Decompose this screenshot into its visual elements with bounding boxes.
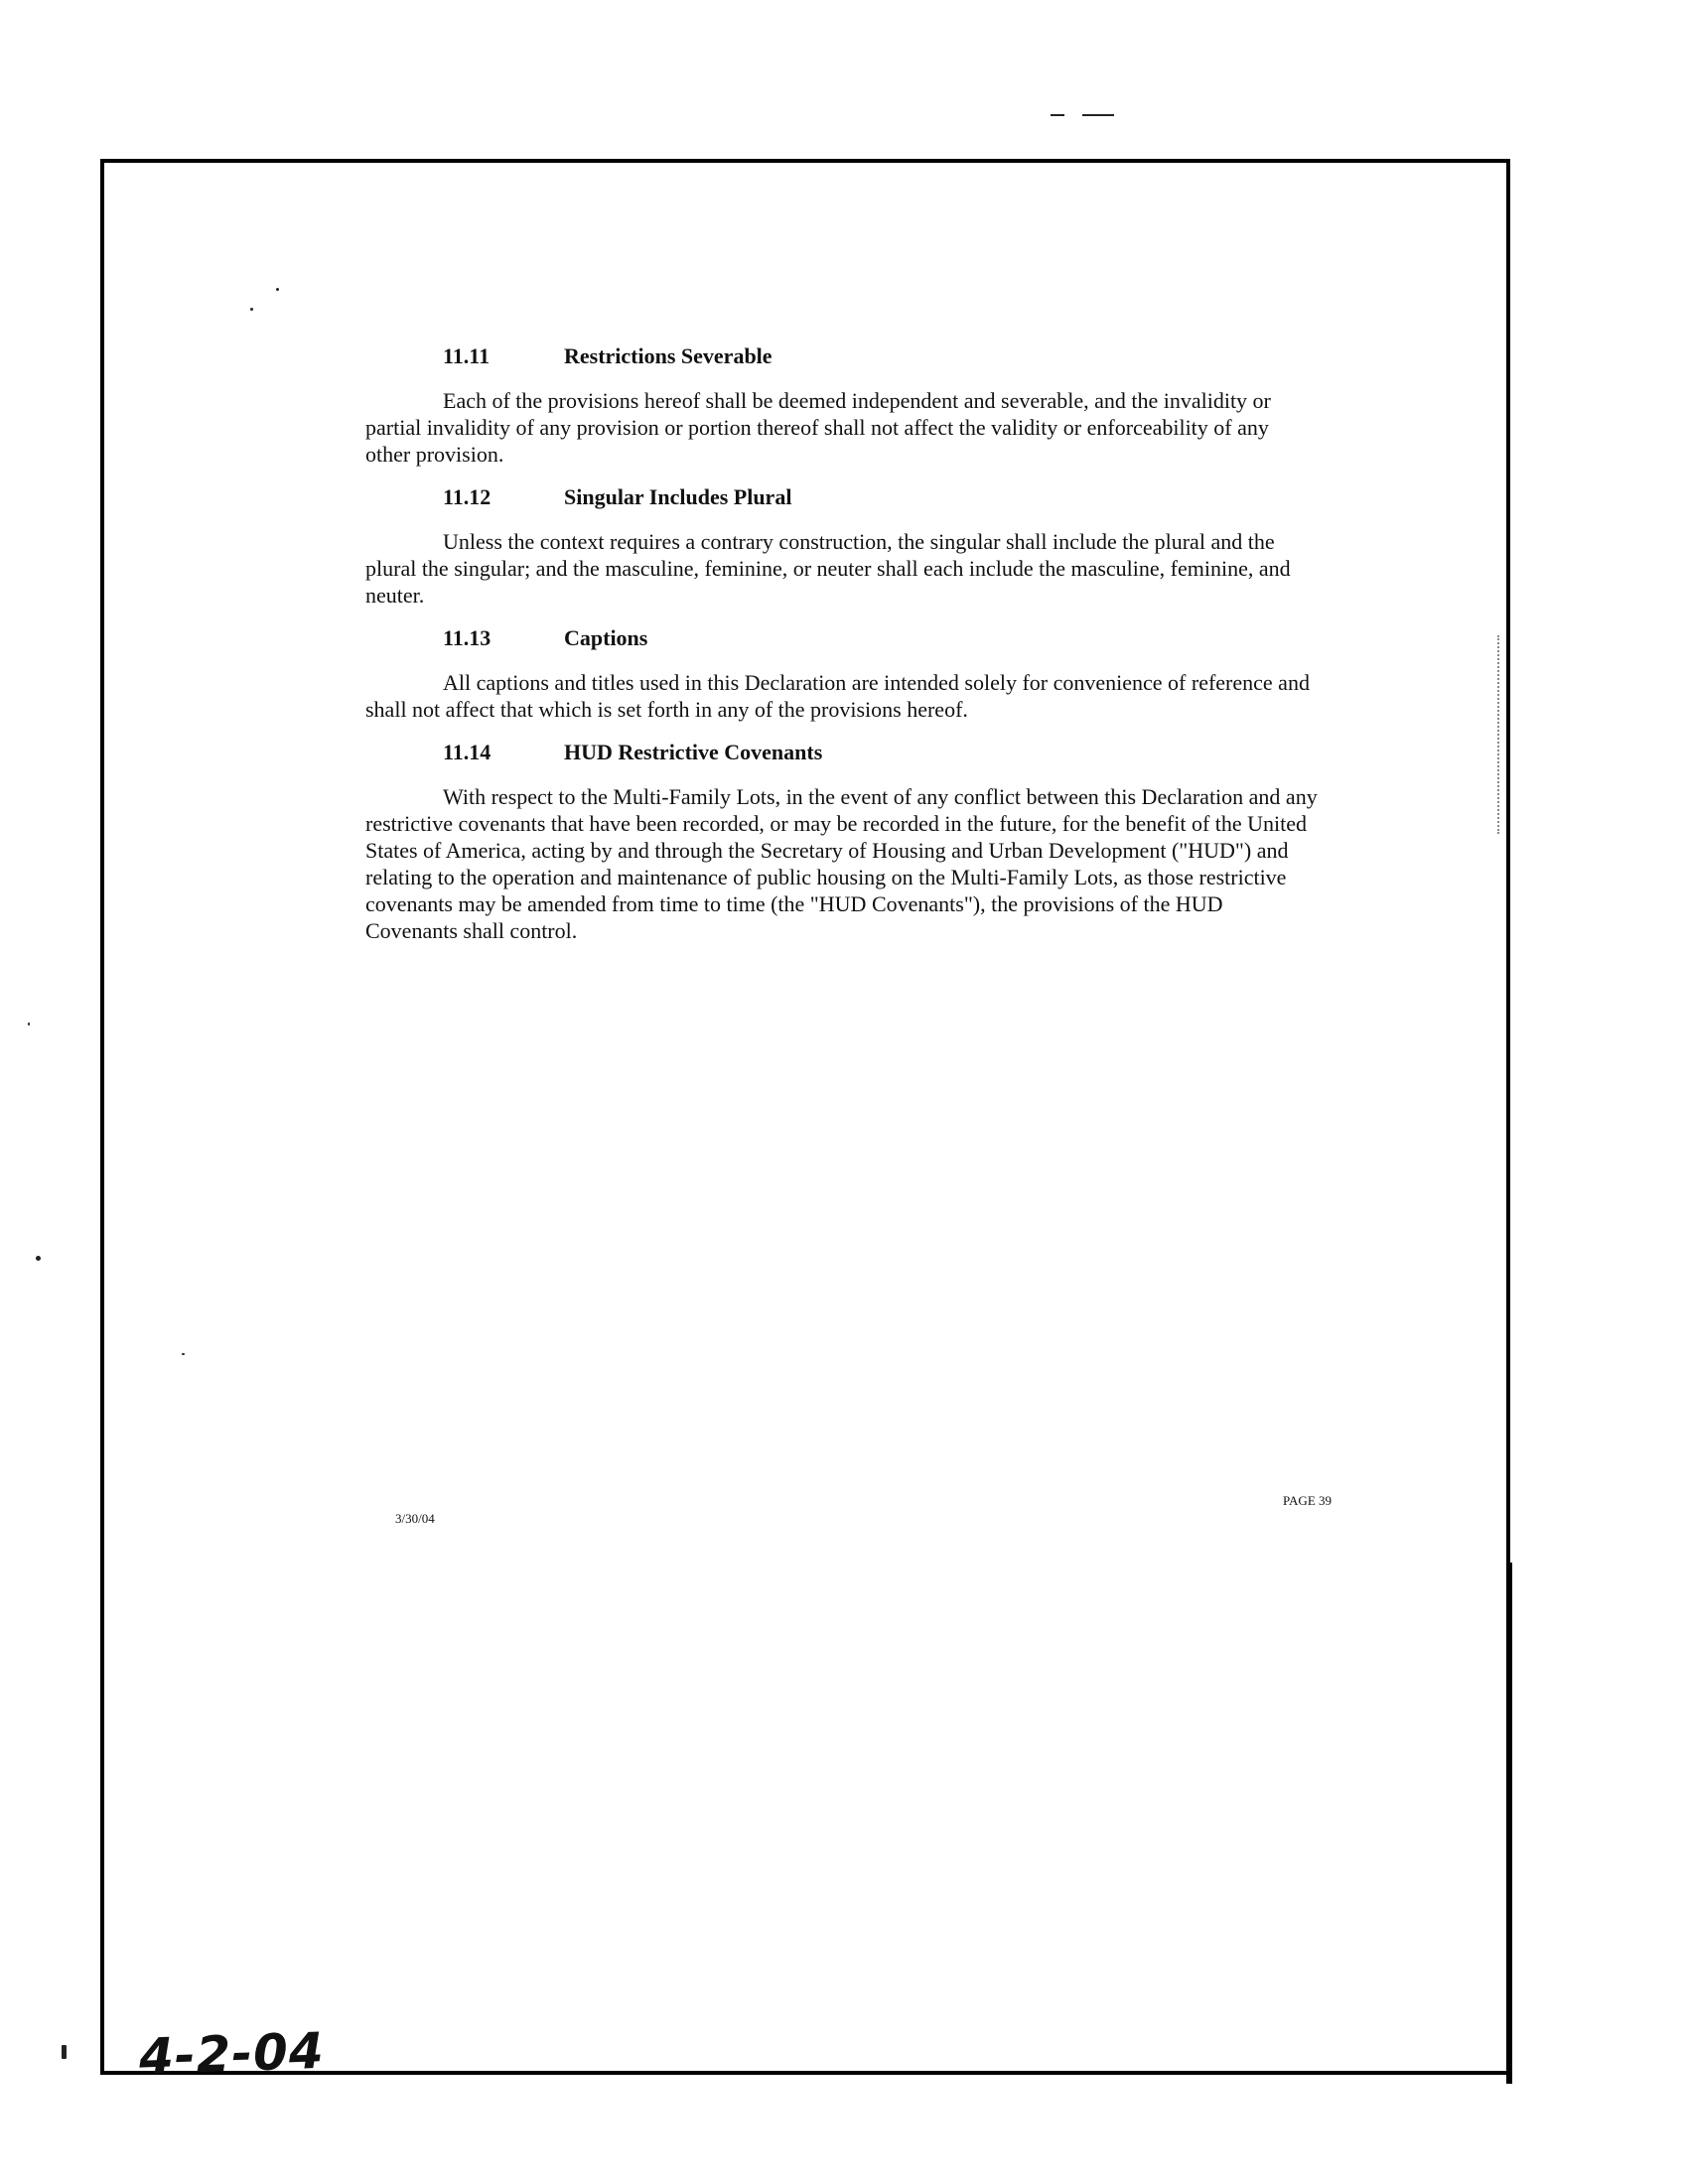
section-body: With respect to the Multi-Family Lots, in the event of any conflict between this Declaration and any restrictive covenants that have been recorded, or may be recorded in the future, for the benefit of the United States of America, acting by and through the Secretary of Housing and Urban Development ("HUD") and relating to the operation and maintenance of public housing on the Multi-Family Lots, as those restrictive covenants may be amended from time to time (the "HUD Covenants"), the provisions of the HUD Covenants shall control. <box>365 784 1318 943</box>
section-title: HUD Restrictive Covenants <box>564 740 823 764</box>
section-heading <box>365 483 1319 510</box>
section-title: Captions <box>564 625 648 650</box>
section-body: Each of the provisions hereof shall be deemed independent and severable, and the invalidity or partial invalidity of any provision or portion thereof shall not affect the validity or enforceability of any other provision. <box>365 388 1271 467</box>
footer-page-number: PAGE 39 <box>1283 1493 1333 1508</box>
document-body <box>365 342 1319 960</box>
scan-speck <box>28 1023 30 1025</box>
scan-edge-marks <box>1497 635 1501 834</box>
page-border-edge <box>1506 1563 1512 2084</box>
section-11-13 <box>365 624 1319 723</box>
scan-mark <box>1051 114 1064 116</box>
section-number: 11.14 <box>443 740 492 764</box>
section-heading <box>365 342 1319 369</box>
section-number: 11.12 <box>443 484 492 509</box>
scan-speck <box>62 2045 67 2059</box>
scan-speck <box>276 288 279 291</box>
scan-mark <box>1082 114 1114 116</box>
section-body: All captions and titles used in this Declaration are intended solely for convenience of reference and shall not affect that which is set forth in any of the provisions hereof. <box>365 670 1310 722</box>
handwritten-date: 4-2-04 <box>138 2021 326 2087</box>
section-number: 11.13 <box>443 625 492 650</box>
section-title: Restrictions Severable <box>564 343 773 368</box>
footer-date: 3/30/04 <box>395 1511 435 1526</box>
section-heading <box>365 624 1319 651</box>
section-body: Unless the context requires a contrary construction, the singular shall include the plural and the plural the singular; and the masculine, feminine, or neuter shall each include the masculine, feminine, and neuter. <box>365 529 1291 608</box>
section-11-12 <box>365 483 1319 609</box>
section-11-11 <box>365 342 1319 468</box>
section-heading <box>365 739 1319 765</box>
scan-speck <box>36 1256 41 1261</box>
section-title: Singular Includes Plural <box>564 484 792 509</box>
section-11-14 <box>365 739 1319 944</box>
scan-speck <box>182 1353 185 1355</box>
scan-speck <box>250 308 253 311</box>
section-number: 11.11 <box>443 343 491 368</box>
